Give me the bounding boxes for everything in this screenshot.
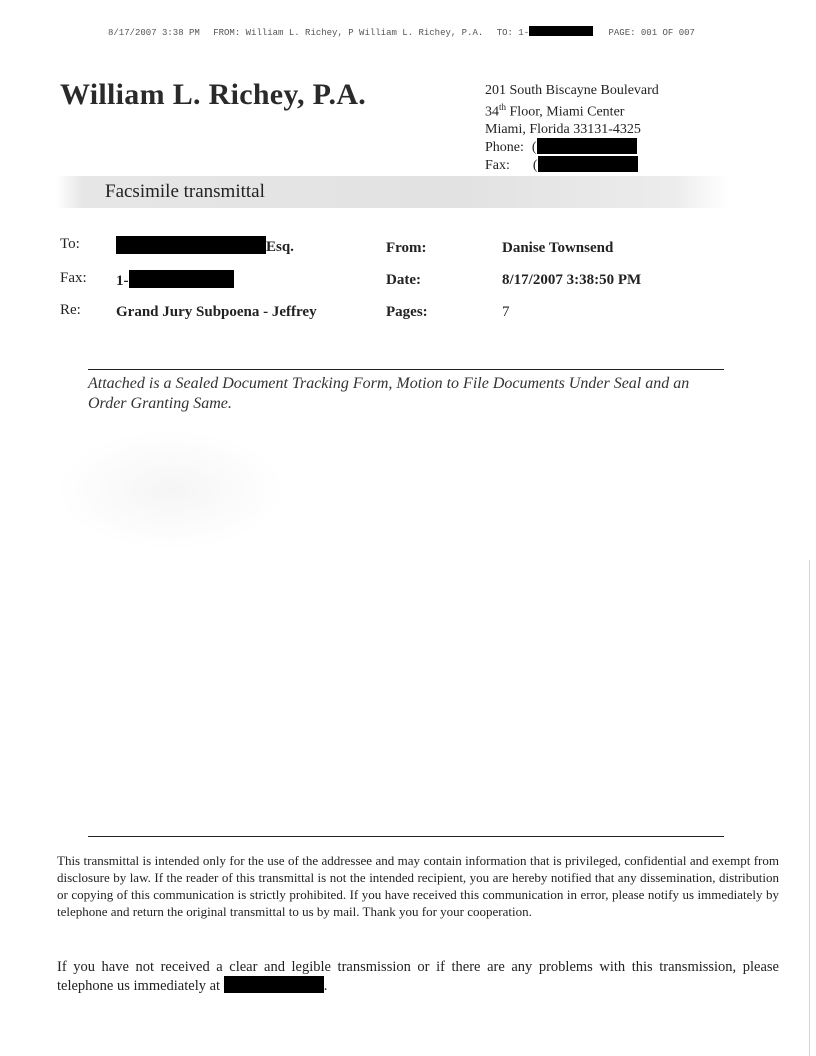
problems-text: If you have not received a clear and legible transmission or if there are any problems with this transmission, please telephone us immediately at <box>57 959 779 994</box>
address-fax <box>485 156 659 174</box>
address-floor-suffix: th <box>499 102 507 112</box>
divider-top <box>88 369 724 370</box>
scan-artifact <box>56 430 286 550</box>
divider-bottom <box>88 836 724 837</box>
redaction-box <box>129 270 234 288</box>
to-value <box>116 236 294 256</box>
scan-edge-line <box>809 560 810 1056</box>
fax-header-page: PAGE: 001 OF 007 <box>608 28 695 38</box>
address-floor-number: 34 <box>485 104 499 120</box>
date-value: 8/17/2007 3:38:50 PM <box>502 272 642 288</box>
transmission-problems-notice <box>57 958 779 995</box>
firm-address <box>485 82 659 174</box>
address-phone <box>485 138 659 156</box>
to-label: To: <box>60 236 80 252</box>
confidentiality-notice: This transmittal is intended only for the use of the addressee and may contain information that is privileged, confidential and exempt from disclosure by law. If the reader of this transmittal is not the intended recipient, you are hereby notified that any dissemination, distribution or copying of this communication is strictly prohibited. If you have received this communication in error, please notify us immediately by telephone and return the original transmittal to us by mail. Thank you for your cooperation. <box>57 853 779 919</box>
from-label: From: <box>386 240 427 256</box>
firm-name: William L. Richey, P.A. <box>60 78 367 111</box>
fax-field-value <box>116 270 234 290</box>
re-label: Re: <box>60 302 81 318</box>
fax-paren: ( <box>532 157 538 173</box>
from-value: Danise Townsend <box>502 240 614 256</box>
re-value: Grand Jury Subpoena - Jeffrey <box>116 304 317 320</box>
redaction-box <box>537 138 637 154</box>
fax-header-timestamp: 8/17/2007 3:38 PM <box>108 28 200 38</box>
redaction-box <box>529 26 593 36</box>
to-value-suffix: Esq. <box>266 239 294 255</box>
band-title: Facsimile transmittal <box>105 181 265 202</box>
redaction-box <box>224 976 324 993</box>
fax-label: Fax: <box>485 157 510 173</box>
date-label: Date: <box>386 272 421 288</box>
redaction-box <box>538 156 638 172</box>
address-floor-rest: Floor, Miami Center <box>506 104 625 120</box>
address-city: Miami, Florida 33131-4325 <box>485 121 641 137</box>
pages-value: 7 <box>502 304 510 320</box>
redaction-box <box>116 236 266 254</box>
phone-label: Phone: <box>485 139 524 155</box>
fax-header-line <box>108 26 728 38</box>
problems-end: . <box>323 978 328 994</box>
pages-label: Pages: <box>386 304 428 320</box>
fax-header-to: TO: 1- <box>496 28 530 38</box>
transmittal-message: Attached is a Sealed Document Tracking Form, Motion to File Documents Under Seal and an Order Granting Same. <box>88 375 690 412</box>
phone-paren: ( <box>531 139 537 155</box>
address-floor <box>485 99 659 121</box>
fax-header-from: FROM: William L. Richey, P William L. Richey, P.A. <box>213 28 484 38</box>
fax-value-prefix: 1- <box>116 273 129 289</box>
address-street: 201 South Biscayne Boulevard <box>485 83 659 98</box>
fax-field-label: Fax: <box>60 270 87 286</box>
